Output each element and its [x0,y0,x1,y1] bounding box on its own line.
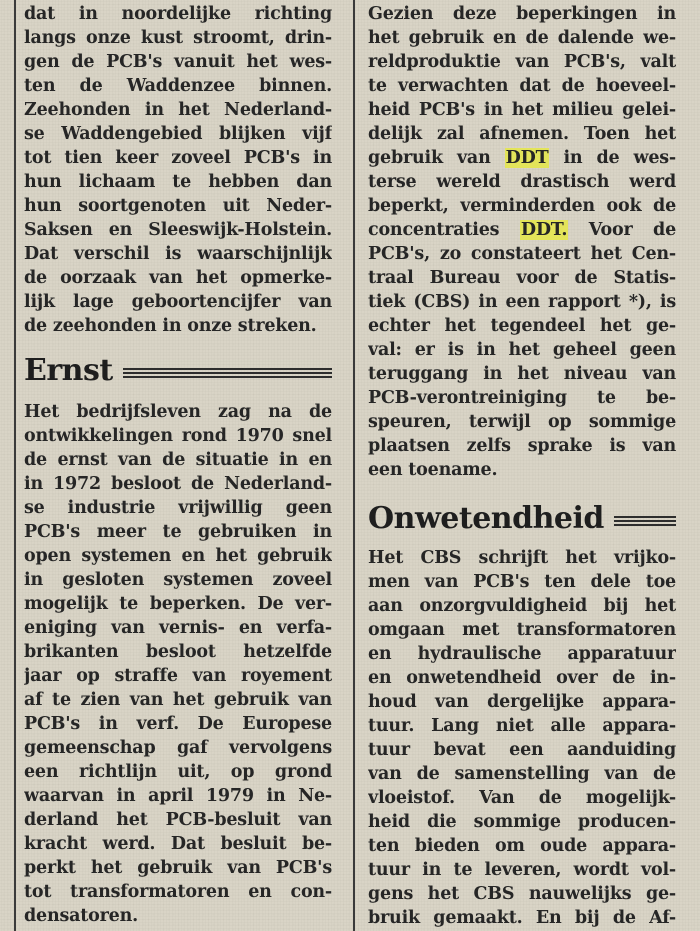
text-line: brikanten besloot hetzelfde [24,642,332,662]
text-line: waarvan in april 1979 in Ne- [24,786,332,806]
text-line: vloeistof. Van de mogelijk- [368,788,676,808]
text-line: de zeehonden in onze streken. [24,316,317,336]
text-line: ontwikkelingen rond 1970 snel [24,426,332,446]
text-line: echter het tegendeel het ge- [368,316,676,336]
text-fragment: in de wes- [549,148,676,168]
text-line: gens het CBS nauwelijks ge- [368,884,676,904]
text-line: eniging van vernis- en verfa- [24,618,332,638]
text-line: omgaan met transformatoren [368,620,676,640]
text-line: jaar op straffe van royement [24,666,332,686]
text-line: te verwachten dat de hoeveel- [368,76,676,96]
text-line: heid die sommige producen- [368,812,676,832]
text-line: hun lichaam te hebben dan [24,172,332,192]
highlighted-term: DDT. [520,220,568,240]
text-line: het gebruik en de dalende we- [368,28,676,48]
text-line: tot tien keer zoveel PCB's in [24,148,332,168]
text-line: se industrie vrijwillig geen [24,498,332,518]
text-line: een richtlijn uit, op grond [24,762,332,782]
text-line: in gesloten systemen zoveel [24,570,332,590]
text-line: reldproduktie van PCB's, valt [368,52,676,72]
text-line: af te zien van het gebruik van [24,690,332,710]
text-line: ten bieden om oude appara- [368,836,676,856]
text-line: dat in noordelijke richting [24,4,332,24]
text-line: hun soortgenoten uit Neder- [24,196,332,216]
text-line: PCB's in verf. De Europese [24,714,332,734]
text-line: de ernst van de situatie in en [24,450,332,470]
text-line: tuur in te leveren, wordt vol- [368,860,676,880]
text-line: PCB's, zo constateert het Cen- [368,244,676,264]
text-line: perkt het gebruik van PCB's [24,858,332,878]
text-line: en hydraulische apparatuur [368,644,676,664]
text-line: heid PCB's in het milieu gelei- [368,100,676,120]
text-line: se Waddengebied blijken vijf [24,124,332,144]
text-line: houd van dergelijke appara- [368,692,676,712]
text-line [368,146,676,170]
text-line: tot transformatoren en con- [24,882,332,902]
text-line: delijk zal afnemen. Toen het [368,124,676,144]
section-heading-onwetendheid [368,494,676,542]
text-line [368,218,676,242]
text-fragment: gebruik van [368,148,505,168]
left-paragraph-2 [24,400,332,928]
text-line: derland het PCB-besluit van [24,810,332,830]
right-column [368,2,676,930]
text-line: traal Bureau voor de Statis- [368,268,676,288]
text-line: PCB-verontreiniging te be- [368,388,676,408]
text-line: densatoren. [24,906,139,926]
text-line: gemeenschap gaf vervolgens [24,738,332,758]
text-line: PCB's meer te gebruiken in [24,522,332,542]
heading-text: Ernst [24,352,113,388]
text-line: Gezien deze beperkingen in [368,4,676,24]
text-line: val: er is in het geheel geen [368,340,676,360]
text-line: aan onzorgvuldigheid bij het [368,596,676,616]
text-line: beperkt, verminderden ook de [368,196,676,216]
heading-text: Onwetendheid [368,500,604,536]
text-line: teruggang in het niveau van [368,364,676,384]
text-line: open systemen en het gebruik [24,546,332,566]
text-fragment: Voor de [568,220,676,240]
left-column-rule [14,0,16,931]
left-paragraph-1 [24,2,332,338]
text-line: Het CBS schrijft het vrijko- [368,548,676,568]
text-line: mogelijk te beperken. De ver- [24,594,332,614]
left-column [24,2,332,928]
text-line: van de samenstelling van de [368,764,676,784]
text-line: plaatsen zelfs sprake is van [368,436,676,456]
text-line: terse wereld drastisch werd [368,172,676,192]
text-line: Het bedrijfsleven zag na de [24,402,332,422]
text-line: kracht werd. Dat besluit be- [24,834,332,854]
text-line: tuur bevat een aanduiding [368,740,676,760]
heading-rule-decoration [123,366,332,380]
text-line: Saksen en Sleeswijk-Holstein. [24,220,332,240]
column-divider-rule [353,0,355,931]
text-line: een toename. [368,460,498,480]
text-line: tuur. Lang niet alle appara- [368,716,676,736]
text-line: en onwetendheid over de in- [368,668,676,688]
text-line: men van PCB's ten dele toe [368,572,676,592]
text-line: Dat verschil is waarschijnlijk [24,244,332,264]
text-line: tiek (CBS) in een rapport *), is [368,292,676,312]
text-line: ten de Waddenzee binnen. [24,76,332,96]
text-line: langs onze kust stroomt, drin- [24,28,332,48]
text-fragment: concentraties [368,220,520,240]
text-line: de oorzaak van het opmerke- [24,268,332,288]
right-paragraph-2 [368,546,676,930]
heading-rule-decoration [614,514,676,528]
right-paragraph-1 [368,2,676,482]
text-line: Zeehonden in het Nederland- [24,100,332,120]
text-line: lijk lage geboortencijfer van [24,292,332,312]
text-line: in 1972 besloot de Nederland- [24,474,332,494]
text-line: bruik gemaakt. En bij de Af- [368,908,676,928]
highlighted-term: DDT [505,148,549,168]
text-line: speuren, terwijl op sommige [368,412,676,432]
text-line: gen de PCB's vanuit het wes- [24,52,332,72]
section-heading-ernst [24,346,332,394]
